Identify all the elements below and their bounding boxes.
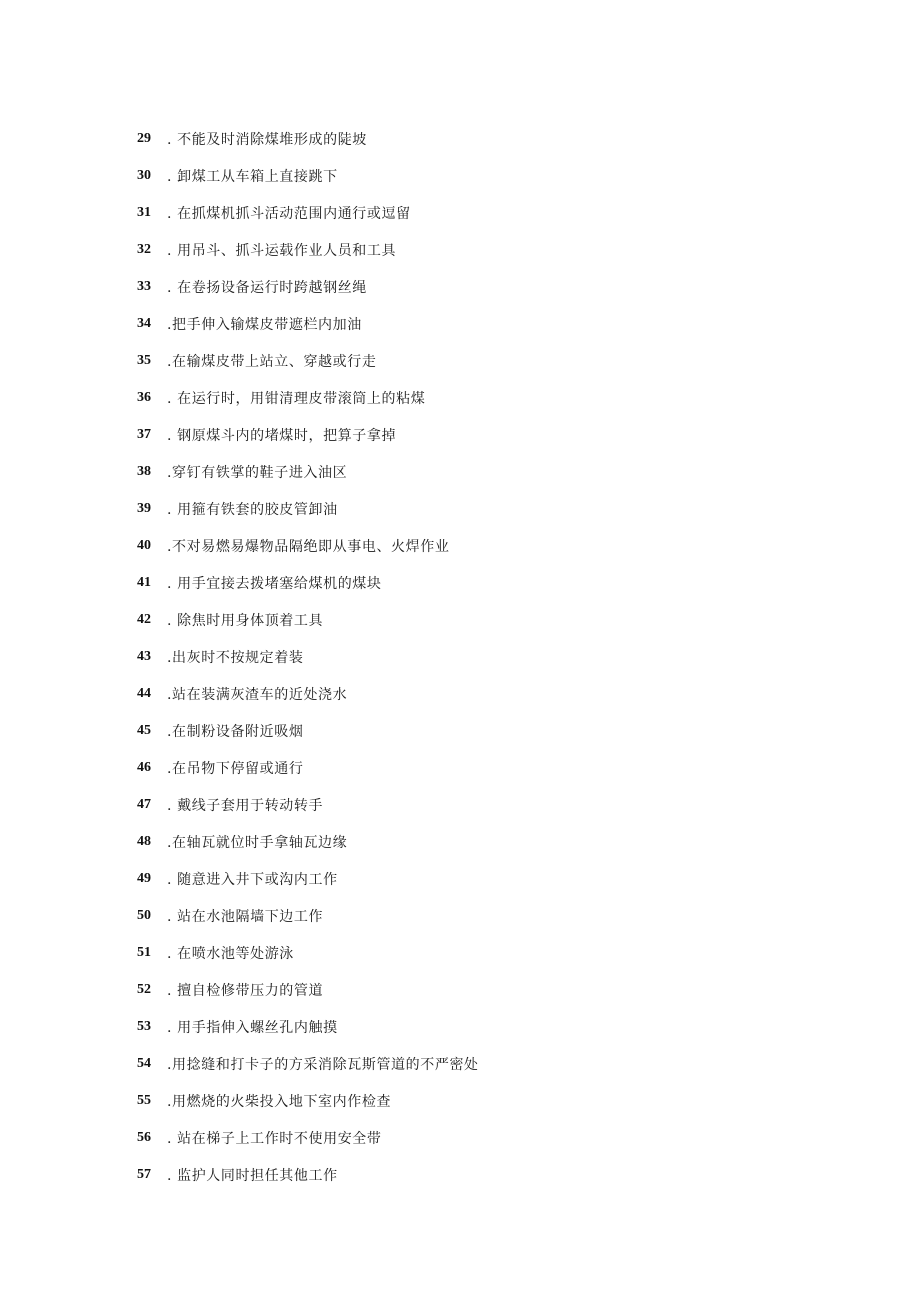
item-number: 52 bbox=[137, 981, 151, 997]
list-item bbox=[137, 823, 479, 860]
item-number: 41 bbox=[137, 574, 151, 590]
list-item bbox=[137, 749, 479, 786]
list-item bbox=[137, 268, 479, 305]
list-item bbox=[137, 601, 479, 638]
list-item bbox=[137, 675, 479, 712]
item-text: . 擅自检修带压力的管道 bbox=[167, 982, 324, 999]
item-number: 32 bbox=[137, 241, 151, 257]
list-item bbox=[137, 194, 479, 231]
list-item bbox=[137, 416, 479, 453]
item-text: .出灰时不按规定着装 bbox=[167, 649, 304, 666]
item-text: .在轴瓦就位时手拿轴瓦边缘 bbox=[167, 834, 348, 851]
list-item bbox=[137, 120, 479, 157]
item-text: . 站在梯子上工作时不使用安全带 bbox=[167, 1130, 382, 1147]
item-text: . 不能及时消除煤堆形成的陡坡 bbox=[167, 131, 367, 148]
item-number: 40 bbox=[137, 537, 151, 553]
item-text: . 用箍有铁套的胶皮管卸油 bbox=[167, 501, 338, 518]
item-number: 56 bbox=[137, 1129, 151, 1145]
list-item bbox=[137, 379, 479, 416]
list-item bbox=[137, 305, 479, 342]
item-text: .穿钉有铁掌的鞋子进入油区 bbox=[167, 464, 348, 481]
item-text: . 在抓煤机抓斗活动范围内通行或逗留 bbox=[167, 205, 411, 222]
item-number: 54 bbox=[137, 1055, 151, 1071]
item-number: 29 bbox=[137, 130, 151, 146]
item-number: 33 bbox=[137, 278, 151, 294]
list-item bbox=[137, 712, 479, 749]
item-text: . 戴线子套用于转动转手 bbox=[167, 797, 324, 814]
list-item bbox=[137, 1045, 479, 1082]
item-text: . 在喷水池等处游泳 bbox=[167, 945, 294, 962]
item-number: 48 bbox=[137, 833, 151, 849]
item-number: 47 bbox=[137, 796, 151, 812]
item-number: 49 bbox=[137, 870, 151, 886]
item-text: .在输煤皮带上站立、穿越或行走 bbox=[167, 353, 377, 370]
item-text: .站在装满灰渣车的近处浇水 bbox=[167, 686, 348, 703]
list-item bbox=[137, 971, 479, 1008]
item-text: . 除焦时用身体顶着工具 bbox=[167, 612, 324, 629]
list-item bbox=[137, 934, 479, 971]
item-number: 34 bbox=[137, 315, 151, 331]
item-text: . 在运行时，用钳清理皮带滚筒上的粘煤 bbox=[167, 390, 426, 407]
list-item bbox=[137, 860, 479, 897]
item-number: 39 bbox=[137, 500, 151, 516]
item-number: 43 bbox=[137, 648, 151, 664]
item-number: 38 bbox=[137, 463, 151, 479]
item-number: 36 bbox=[137, 389, 151, 405]
list-item bbox=[137, 897, 479, 934]
item-number: 44 bbox=[137, 685, 151, 701]
item-number: 37 bbox=[137, 426, 151, 442]
item-text: . 用手指伸入螺丝孔内触摸 bbox=[167, 1019, 338, 1036]
item-text: . 用手宜接去拨堵塞给煤机的煤块 bbox=[167, 575, 382, 592]
item-text: . 在卷扬设备运行时跨越钢丝绳 bbox=[167, 279, 367, 296]
item-text: . 卸煤工从车箱上直接跳下 bbox=[167, 168, 338, 185]
item-number: 42 bbox=[137, 611, 151, 627]
item-number: 46 bbox=[137, 759, 151, 775]
item-text: . 钢原煤斗内的堵煤时，把算子拿掉 bbox=[167, 427, 397, 444]
list-item bbox=[137, 564, 479, 601]
item-text: . 监护人同时担任其他工作 bbox=[167, 1167, 338, 1184]
list-item bbox=[137, 231, 479, 268]
item-number: 31 bbox=[137, 204, 151, 220]
item-text: . 站在水池隔墙下边工作 bbox=[167, 908, 324, 925]
list-item bbox=[137, 490, 479, 527]
item-text: .把手伸入输煤皮带遮栏内加油 bbox=[167, 316, 362, 333]
list-item bbox=[137, 527, 479, 564]
list-item bbox=[137, 453, 479, 490]
list-item bbox=[137, 342, 479, 379]
list-item bbox=[137, 786, 479, 823]
list-item bbox=[137, 1156, 479, 1193]
item-number: 55 bbox=[137, 1092, 151, 1108]
item-text: .在制粉设备附近吸烟 bbox=[167, 723, 304, 740]
item-text: .用捻缝和打卡子的方采消除瓦斯管道的不严密处 bbox=[167, 1056, 479, 1073]
item-text: .不对易燃易爆物品隔绝即从事电、火焊作业 bbox=[167, 538, 450, 555]
item-text: . 随意进入井下或沟内工作 bbox=[167, 871, 338, 888]
list-item bbox=[137, 1119, 479, 1156]
list-item bbox=[137, 1008, 479, 1045]
item-text: .在吊物下停留或通行 bbox=[167, 760, 304, 777]
item-number: 53 bbox=[137, 1018, 151, 1034]
list-item bbox=[137, 157, 479, 194]
item-number: 30 bbox=[137, 167, 151, 183]
item-text: .用燃烧的火柴投入地下室内作检查 bbox=[167, 1093, 392, 1110]
safety-violation-list bbox=[137, 120, 479, 1193]
item-text: . 用吊斗、抓斗运载作业人员和工具 bbox=[167, 242, 397, 259]
item-number: 50 bbox=[137, 907, 151, 923]
item-number: 51 bbox=[137, 944, 151, 960]
item-number: 45 bbox=[137, 722, 151, 738]
item-number: 57 bbox=[137, 1166, 151, 1182]
item-number: 35 bbox=[137, 352, 151, 368]
list-item bbox=[137, 638, 479, 675]
list-item bbox=[137, 1082, 479, 1119]
